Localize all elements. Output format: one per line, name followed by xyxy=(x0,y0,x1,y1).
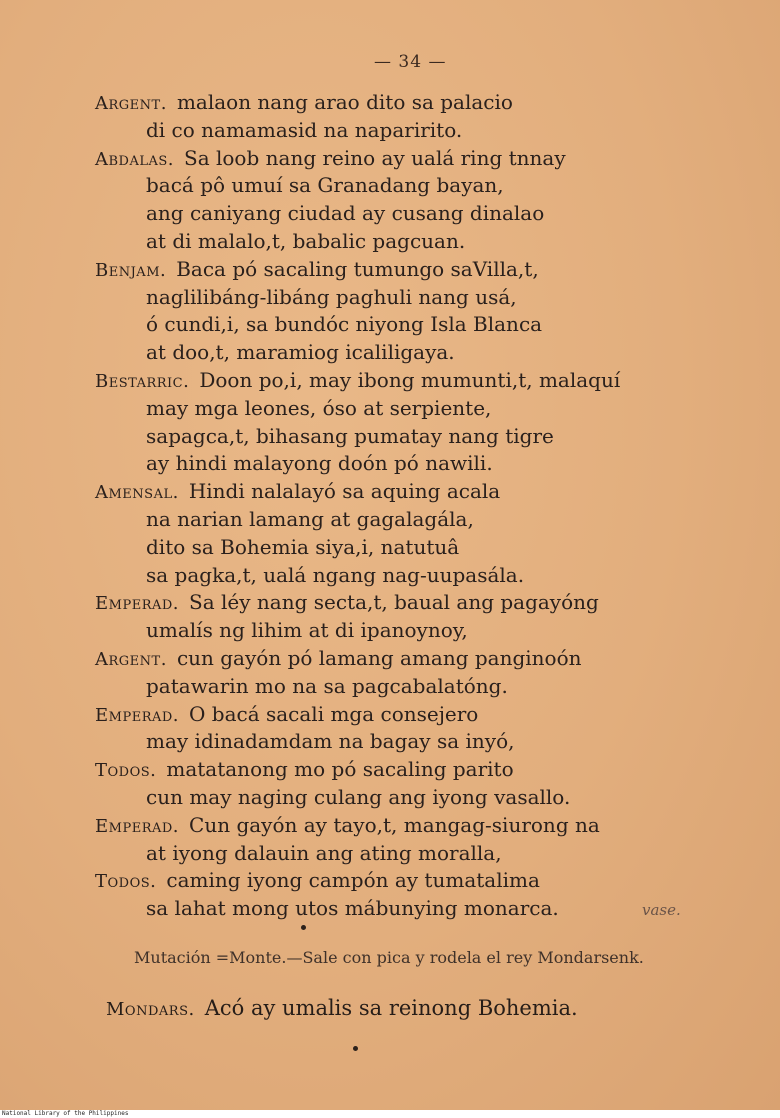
verse-line xyxy=(95,868,540,894)
verse-text: at di malalo,t, babalic pagcuan. xyxy=(146,229,466,253)
verse-text: naglilibáng-libáng paghuli nang usá, xyxy=(146,285,517,309)
verse-text: Cun gayón ay tayo,t, mangag-siurong na xyxy=(189,813,600,837)
verse-text: at doo,t, maramiog icaliligaya. xyxy=(146,340,455,364)
speaker-name: Amensal. xyxy=(95,482,179,503)
speaker-name: Emperad. xyxy=(95,593,180,614)
verse-text: Sa loob nang reino ay ualá ring tnnay xyxy=(184,146,566,170)
verse-text: O bacá sacali mga consejero xyxy=(189,702,479,726)
stage-note-vase: vase. xyxy=(642,901,681,919)
verse-line xyxy=(146,173,504,197)
verse-text: umalís ng lihim at di ipanoynoy, xyxy=(146,618,468,642)
verse-text: dito sa Bohemia siya,i, natutuâ xyxy=(146,535,460,559)
verse-text: Hindi nalalayó sa aquing acala xyxy=(188,479,501,503)
verse-text: malaon nang arao dito sa palacio xyxy=(176,90,513,114)
verse-line xyxy=(146,340,455,364)
verse-text: Baca pó sacaling tumungo saVilla,t, xyxy=(176,257,539,281)
verse-text: bacá pô umuí sa Granadang bayan, xyxy=(146,173,504,197)
verse-text: Doon po,i, may ibong mumunti,t, malaquí xyxy=(199,368,621,392)
verse-line xyxy=(146,618,468,642)
verse-text: caming iyong campón ay tumatalima xyxy=(166,868,540,892)
verse-line xyxy=(146,563,524,587)
verse-text: patawarin mo na sa pagcabalatóng. xyxy=(146,674,508,698)
verse-text: di co namamasid na naparirito. xyxy=(146,118,463,142)
verse-line xyxy=(95,146,566,172)
verse-line xyxy=(146,118,462,142)
verse-text: sa lahat mong utos mábunying monarca. xyxy=(146,896,559,920)
speaker-name: Argent. xyxy=(95,649,167,670)
verse-line xyxy=(146,841,502,865)
final-verse-line xyxy=(106,996,578,1020)
verse-text: ay hindi malayong doón pó nawili. xyxy=(146,451,493,475)
verse-line xyxy=(146,424,554,448)
verse-text: sapagca,t, bihasang pumatay nang tigre xyxy=(146,424,554,448)
stage-direction: Mutación =Monte.—Sale con pica y rodela el rey Mondarsenk. xyxy=(134,948,644,967)
verse-text: may idinadamdam na bagay sa inyó, xyxy=(146,729,515,753)
verse-line xyxy=(146,451,493,475)
verse-line xyxy=(146,785,570,809)
verse-line xyxy=(95,813,600,839)
verse-line xyxy=(95,479,500,505)
verse-text: cun gayón pó lamang amang panginoón xyxy=(176,646,582,670)
verse-line xyxy=(146,229,465,253)
verse-text: cun may naging culang ang iyong vasallo. xyxy=(146,785,571,809)
verse-line xyxy=(146,201,544,225)
verse-text: matatanong mo pó sacaling parito xyxy=(166,757,514,781)
verse-text: na narian lamang at gagalagála, xyxy=(146,507,474,531)
speaker-name: Todos. xyxy=(95,871,157,892)
speaker-name: Benjam. xyxy=(95,260,167,281)
verse-line xyxy=(146,312,542,336)
verse-text: ó cundi,i, sa bundóc niyong Isla Blanca xyxy=(146,312,543,336)
verse-line xyxy=(146,896,559,920)
speaker-name: Abdalas. xyxy=(95,149,175,170)
verse-line xyxy=(146,396,491,420)
speaker-name: Argent. xyxy=(95,93,167,114)
verse-line xyxy=(95,646,582,672)
verse-line xyxy=(95,368,620,394)
verse-line xyxy=(95,90,513,116)
verse-line xyxy=(146,729,514,753)
verse-text: at iyong dalauin ang ating moralla, xyxy=(146,841,502,865)
verse-text: ang caniyang ciudad ay cusang dinalao xyxy=(146,201,545,225)
ink-speck xyxy=(353,1046,358,1051)
verse-line xyxy=(95,590,599,616)
verse-line xyxy=(146,535,459,559)
verse-text: Acó ay umalis sa reinong Bohemia. xyxy=(204,996,578,1020)
verse-line xyxy=(95,257,539,283)
speaker-name: Emperad. xyxy=(95,705,180,726)
verse-line xyxy=(146,674,508,698)
verse-line xyxy=(95,757,514,783)
verse-text: sa pagka,t, ualá ngang nag-uupasála. xyxy=(146,563,525,587)
page-number: — 34 — xyxy=(374,52,447,72)
verse-line xyxy=(146,285,517,309)
verse-text: Sa léy nang secta,t, baual ang pagayóng xyxy=(189,590,599,614)
verse-line xyxy=(95,702,478,728)
speaker-name: Mondars. xyxy=(106,999,195,1020)
speaker-name: Emperad. xyxy=(95,816,180,837)
ink-speck xyxy=(301,925,306,930)
verse-line xyxy=(146,507,474,531)
library-footer: National Library of the Philippines xyxy=(2,1110,129,1117)
verse-text: may mga leones, óso at serpiente, xyxy=(146,396,492,420)
speaker-name: Todos. xyxy=(95,760,157,781)
speaker-name: Bestarric. xyxy=(95,371,190,392)
